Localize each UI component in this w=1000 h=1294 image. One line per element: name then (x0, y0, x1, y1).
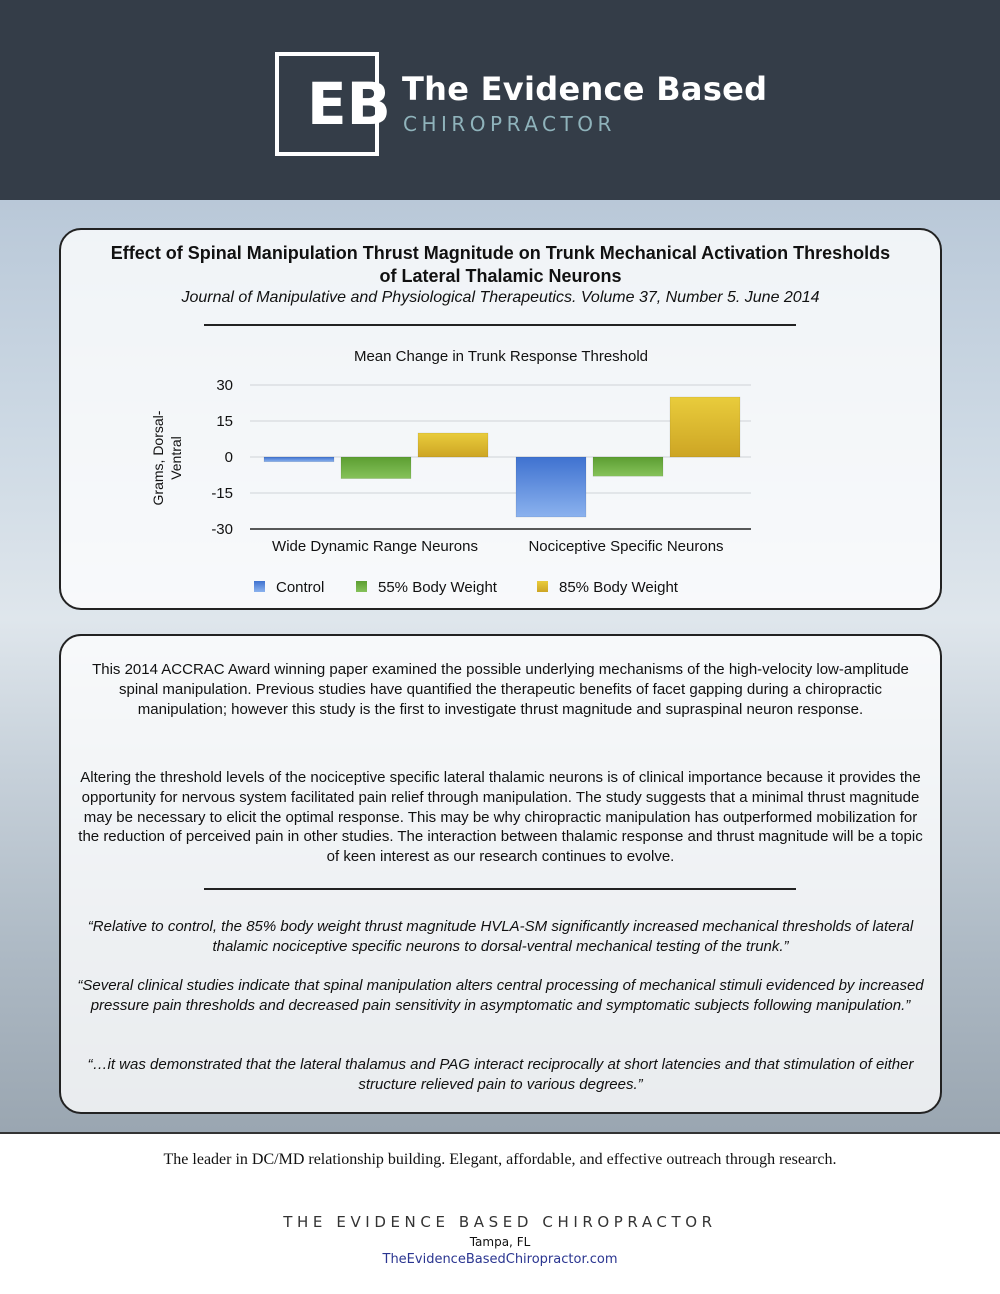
summary-panel (59, 634, 942, 1114)
bar-55-body-weight-1 (593, 457, 663, 476)
article-title-line2: of Lateral Thalamic Neurons (379, 266, 622, 286)
journal-citation: Journal of Manipulative and Physiological Therapeutics. Volume 37, Number 5. June 2014 (181, 289, 820, 306)
bar-85-body-weight-1 (670, 397, 740, 457)
logo-mark: EB (307, 70, 391, 138)
legend-swatch (537, 581, 548, 592)
bar-control-0 (264, 457, 334, 462)
brand-name: The Evidence Based (402, 70, 768, 108)
bar-chart (61, 230, 940, 608)
bar-55-body-weight-0 (341, 457, 411, 479)
legend-label: 85% Body Weight (559, 579, 678, 596)
quote-3: “…it was demonstrated that the lateral thalamus and PAG interact reciprocally at short latencies and that stimulation of either structure relieved pain to various degrees.” (87, 1056, 914, 1093)
x-category-label: Wide Dynamic Range Neurons (272, 538, 478, 555)
footer-divider (0, 1132, 1000, 1134)
summary-paragraph-2: Altering the threshold levels of the nociceptive specific lateral thalamic neurons is of clinical importance because it provides the opportunity for nervous system facilitated pain relief through manipulation. The study suggests that a minimal thrust magnitude may be necessary to elicit the optimal response. This may be why chiropractic manipulation has outperformed mobilization for the reduction of perceived pain in other studies. The interaction between thalamic response and thrust magnitude will be a topic of keen interest as our research continues to evolve. (78, 769, 923, 866)
y-axis-label-line1: Grams, Dorsal- (150, 410, 166, 506)
y-tick-label: 15 (216, 413, 233, 430)
x-category-label: Nociceptive Specific Neurons (528, 538, 724, 555)
study-chart-panel (59, 228, 942, 610)
brand-subtitle: CHIROPRACTOR (403, 112, 616, 136)
y-axis-label-line2: Ventral (168, 436, 184, 480)
chart-title: Mean Change in Trunk Response Threshold (353, 348, 649, 365)
legend-swatch (254, 581, 265, 592)
bar-85-body-weight-0 (418, 433, 488, 457)
footer-url-link[interactable]: TheEvidenceBasedChiropractor.com (382, 1252, 618, 1267)
legend-label: Control (276, 579, 325, 596)
y-tick-label: 30 (216, 377, 233, 394)
quote-2: “Several clinical studies indicate that spinal manipulation alters central processing of mechanical stimuli evidenced by increased pressure pain thresholds and decreased pain sensitivity in asymptomatic and symptomatic subjects following manipulation.” (77, 977, 924, 1014)
footer-tagline: The leader in DC/MD relationship building. Elegant, affordable, and effective outreach through research. (163, 1151, 837, 1168)
y-tick-label: 0 (224, 449, 233, 466)
logo-icon (275, 52, 391, 156)
legend-swatch (356, 581, 367, 592)
footer-city: Tampa, FL (469, 1235, 531, 1249)
summary-paragraph-1: This 2014 ACCRAC Award winning paper examined the possible underlying mechanisms of the high-velocity low-amplitude spinal manipulation. Previous studies have quantified the therapeutic benefits of facet gapping during a chiropractic manipulation; however this study is the first to investigate thrust magnitude and supraspinal neuron response. (92, 661, 909, 718)
legend-label: 55% Body Weight (378, 579, 497, 596)
bar-control-1 (516, 457, 586, 517)
page-header (0, 0, 1000, 200)
footer-brand: THE EVIDENCE BASED CHIROPRACTOR (283, 1213, 717, 1231)
article-title-line1: Effect of Spinal Manipulation Thrust Magnitude on Trunk Mechanical Activation Thresholds (110, 243, 891, 263)
quote-1: “Relative to control, the 85% body weight thrust magnitude HVLA-SM significantly increased mechanical thresholds of lateral thalamic nociceptive specific neurons to dorsal-ventral mechanical testing of the trunk.” (87, 918, 914, 955)
divider (204, 888, 796, 890)
y-tick-label: -30 (211, 521, 233, 538)
y-tick-label: -15 (211, 485, 233, 502)
